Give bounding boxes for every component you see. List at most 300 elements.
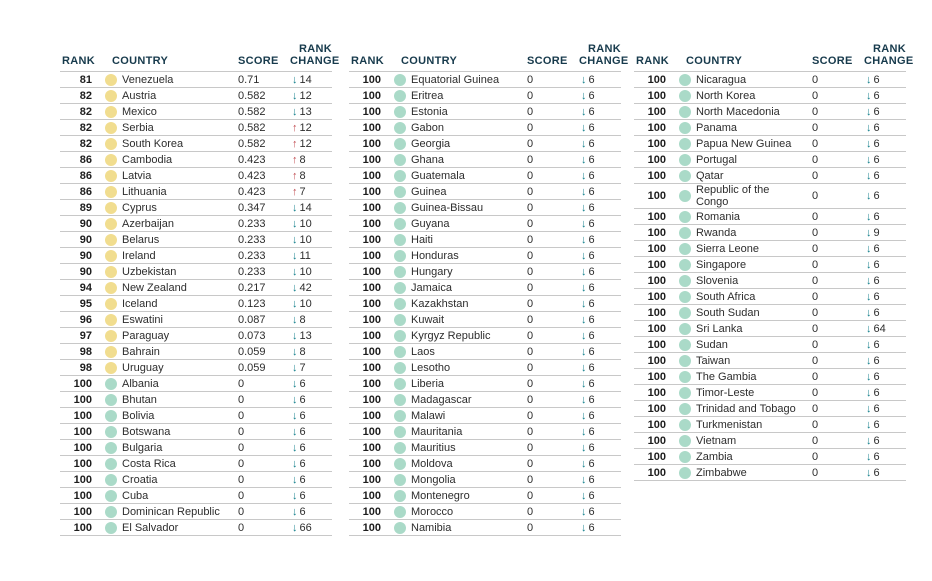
dot-cell [674,435,696,447]
rank-change-value: 6 [873,338,880,351]
rank-change [579,106,621,118]
rank-value: 100 [647,153,666,166]
rank-change [290,394,332,406]
score-value: 0 [527,185,534,198]
table-body [349,72,621,536]
down-arrow-icon: ↓ [866,73,872,86]
teal-score-dot-icon [105,394,117,406]
score-value: 0.233 [238,233,266,246]
rank-change [290,74,332,86]
rank-change [290,442,332,454]
score-value: 0 [812,386,819,399]
rank-change-value: 6 [873,306,880,319]
table-row [349,152,621,168]
teal-score-dot-icon [394,90,406,102]
rank-change-value: 6 [873,242,880,255]
table-row [349,344,621,360]
rank-value: 100 [647,370,666,383]
table-row [349,392,621,408]
rank-change-value: 6 [299,393,306,406]
rank-change [864,387,906,399]
rank-change [864,419,906,431]
rank-value: 100 [362,249,381,262]
country-name: Bhutan [122,393,157,406]
country-name: Madagascar [411,393,472,406]
score-value: 0 [812,153,819,166]
rank-value: 90 [79,265,92,278]
dot-cell [674,371,696,383]
rank-change [579,298,621,310]
score-value: 0 [527,201,534,214]
rank-change-value: 6 [588,473,595,486]
table-row [634,289,906,305]
score-value: 0 [238,505,245,518]
rank-change [864,211,906,223]
rank-change [864,90,906,102]
score-value: 0 [812,190,819,202]
table-header [60,38,340,72]
rank-value: 98 [79,361,92,374]
teal-score-dot-icon [679,403,691,415]
table-row [60,472,332,488]
country-name: Nicaragua [696,73,747,86]
down-arrow-icon: ↓ [581,345,587,358]
dot-cell [389,314,411,326]
table-row [349,184,621,200]
dot-cell [674,170,696,182]
country-name: Croatia [122,473,158,486]
rank-change-value: 6 [299,441,306,454]
country-name: Kyrgyz Republic [411,329,491,342]
teal-score-dot-icon [679,211,691,223]
table-row [349,520,621,536]
country-name: Guatemala [411,169,465,182]
dot-cell [389,122,411,134]
dot-cell [100,522,122,534]
down-arrow-icon: ↓ [581,473,587,486]
table-row [634,225,906,241]
rank-value: 100 [647,418,666,431]
header-rank-change [290,43,340,67]
country-name: The Gambia [696,370,757,383]
teal-score-dot-icon [394,394,406,406]
country-name: El Salvador [122,521,179,534]
country-name: Eritrea [411,89,444,102]
rank-value: 82 [79,89,92,102]
rank-value: 100 [362,201,381,214]
dot-cell [100,394,122,406]
rank-change [864,307,906,319]
rank-change-value: 12 [299,137,312,150]
table-row [60,408,332,424]
teal-score-dot-icon [105,426,117,438]
country-name: Haiti [411,233,434,246]
country-name: Hungary [411,265,453,278]
rank-change-value: 6 [588,233,595,246]
rank-change [290,506,332,518]
rank-change [579,74,621,86]
rank-change [864,339,906,351]
rank-change-value: 7 [299,185,306,198]
rank-value: 100 [362,393,381,406]
score-value: 0 [527,153,534,166]
rank-change-value: 6 [299,489,306,502]
rank-value: 100 [647,450,666,463]
country-name: Republic of the Congo [696,184,770,208]
down-arrow-icon: ↓ [292,345,298,358]
rank-value: 100 [647,137,666,150]
table-row [634,353,906,369]
rank-value: 95 [79,297,92,310]
dot-cell [674,138,696,150]
rank-change-value: 6 [873,137,880,150]
dot-cell [100,202,122,214]
rank-change-value: 10 [299,265,312,278]
teal-score-dot-icon [105,410,117,422]
dot-cell [389,442,411,454]
rank-change [290,90,332,102]
score-value: 0 [527,73,534,86]
down-arrow-icon: ↓ [866,402,872,415]
header-rank: RANK [351,55,384,67]
down-arrow-icon: ↓ [292,489,298,502]
country-name: Sudan [696,338,728,351]
rank-change [290,186,332,198]
rank-change-value: 6 [873,418,880,431]
down-arrow-icon: ↓ [581,121,587,134]
rank-value: 100 [647,322,666,335]
country-name: Namibia [411,521,452,534]
dot-cell [389,138,411,150]
teal-score-dot-icon [679,190,691,202]
score-value: 0.073 [238,329,266,342]
up-arrow-icon: ↑ [292,169,298,182]
country-name: Belarus [122,233,160,246]
country-name: Guinea [411,185,447,198]
rank-change-value: 6 [299,409,306,422]
down-arrow-icon: ↓ [581,297,587,310]
country-name: Latvia [122,169,152,182]
country-name: Zimbabwe [696,466,747,479]
table-row [634,104,906,120]
yellow-score-dot-icon [105,170,117,182]
rank-change-value: 6 [873,258,880,271]
rank-change [864,190,906,202]
table-row [634,449,906,465]
dot-cell [674,243,696,255]
teal-score-dot-icon [394,234,406,246]
rank-change-value: 6 [588,185,595,198]
dot-cell [389,202,411,214]
down-arrow-icon: ↓ [292,361,298,374]
country-name: Romania [696,210,741,223]
country-name: Cyprus [122,201,157,214]
teal-score-dot-icon [394,330,406,342]
score-value: 0 [238,425,245,438]
down-arrow-icon: ↓ [581,425,587,438]
dot-cell [100,122,122,134]
dot-cell [389,90,411,102]
rank-change-value: 6 [299,473,306,486]
rank-change [579,90,621,102]
rank-value: 100 [362,377,381,390]
teal-score-dot-icon [394,458,406,470]
score-value: 0 [527,393,534,406]
table-row [60,248,332,264]
teal-score-dot-icon [105,490,117,502]
dot-cell [389,378,411,390]
yellow-score-dot-icon [105,282,117,294]
table-row [634,321,906,337]
rank-value: 100 [362,361,381,374]
rank-value: 100 [647,466,666,479]
dot-cell [674,387,696,399]
rank-value: 100 [647,105,666,118]
rank-value: 100 [647,169,666,182]
yellow-score-dot-icon [105,74,117,86]
rank-change-value: 6 [588,249,595,262]
teal-score-dot-icon [394,442,406,454]
rank-value: 100 [73,521,92,534]
down-arrow-icon: ↓ [581,89,587,102]
rank-value: 100 [647,290,666,303]
dot-cell [674,339,696,351]
down-arrow-icon: ↓ [866,226,872,239]
score-value: 0 [812,402,819,415]
dot-cell [100,362,122,374]
rank-value: 82 [79,105,92,118]
table-row [60,88,332,104]
rank-change-value: 6 [873,89,880,102]
rank-change [290,314,332,326]
rank-change [864,259,906,271]
rank-value: 100 [647,354,666,367]
down-arrow-icon: ↓ [581,185,587,198]
rank-change [579,266,621,278]
rank-change [579,474,621,486]
table-row [349,408,621,424]
teal-score-dot-icon [105,458,117,470]
rank-change [290,298,332,310]
down-arrow-icon: ↓ [581,409,587,422]
score-value: 0.423 [238,185,266,198]
table-row [349,200,621,216]
rank-value: 100 [362,521,381,534]
rank-change [290,458,332,470]
rank-change [579,410,621,422]
score-value: 0.347 [238,201,266,214]
dot-cell [100,234,122,246]
rank-value: 100 [362,409,381,422]
teal-score-dot-icon [679,339,691,351]
teal-score-dot-icon [679,323,691,335]
score-value: 0 [238,409,245,422]
rank-change [290,378,332,390]
down-arrow-icon: ↓ [581,217,587,230]
rank-change [579,330,621,342]
score-value: 0 [527,361,534,374]
rank-value: 100 [647,226,666,239]
rank-value: 100 [647,73,666,86]
table-row [60,328,332,344]
rank-value: 100 [362,313,381,326]
country-name: Botswana [122,425,171,438]
teal-score-dot-icon [394,218,406,230]
rank-change [290,266,332,278]
teal-score-dot-icon [394,474,406,486]
dot-cell [389,154,411,166]
down-arrow-icon: ↓ [866,450,872,463]
rank-change-value: 6 [873,354,880,367]
score-value: 0 [527,169,534,182]
header-score: SCORE [812,55,853,67]
header-rank-change [864,43,914,67]
down-arrow-icon: ↓ [581,329,587,342]
country-name: Mexico [122,105,157,118]
rank-change-value: 6 [873,121,880,134]
table-row [349,376,621,392]
rank-value: 100 [647,121,666,134]
dot-cell [389,474,411,486]
yellow-score-dot-icon [105,154,117,166]
rank-value: 100 [362,137,381,150]
rank-change-value: 6 [588,457,595,470]
rank-change [579,122,621,134]
down-arrow-icon: ↓ [581,249,587,262]
down-arrow-icon: ↓ [292,297,298,310]
yellow-score-dot-icon [105,266,117,278]
country-name: Morocco [411,505,454,518]
dot-cell [389,426,411,438]
down-arrow-icon: ↓ [292,249,298,262]
table-row [60,168,332,184]
rank-change-value: 6 [588,169,595,182]
rank-change [290,250,332,262]
rank-value: 89 [79,201,92,214]
rank-value: 100 [73,393,92,406]
score-value: 0 [812,338,819,351]
teal-score-dot-icon [105,442,117,454]
rank-change-value: 13 [299,105,312,118]
score-value: 0 [812,434,819,447]
dot-cell [674,122,696,134]
rank-change [579,346,621,358]
country-name: North Macedonia [696,105,780,118]
rank-change [579,458,621,470]
country-name: Lithuania [122,185,167,198]
dot-cell [674,355,696,367]
table-row [60,72,332,88]
rank-change [290,490,332,502]
rank-change-value: 64 [873,322,886,335]
dot-cell [389,394,411,406]
table-row [349,312,621,328]
yellow-score-dot-icon [105,234,117,246]
rank-change [864,467,906,479]
rank-change [579,506,621,518]
header-score: SCORE [238,55,279,67]
country-name: Honduras [411,249,459,262]
rank-value: 90 [79,249,92,262]
score-value: 0 [812,466,819,479]
table-row [634,433,906,449]
table-row [60,200,332,216]
teal-score-dot-icon [679,435,691,447]
teal-score-dot-icon [105,506,117,518]
country-name: Costa Rica [122,457,176,470]
rank-value: 100 [647,434,666,447]
rank-value: 100 [647,274,666,287]
rank-value: 86 [79,185,92,198]
rank-change-value: 6 [299,377,306,390]
rank-value: 81 [79,73,92,86]
score-value: 0 [527,137,534,150]
teal-score-dot-icon [394,74,406,86]
teal-score-dot-icon [679,259,691,271]
teal-score-dot-icon [394,506,406,518]
rank-change [290,202,332,214]
dot-cell [674,211,696,223]
score-value: 0 [527,409,534,422]
score-value: 0 [812,306,819,319]
rank-change [579,202,621,214]
country-name: Austria [122,89,157,102]
dot-cell [674,419,696,431]
dot-cell [100,250,122,262]
rank-change [579,282,621,294]
rank-value: 100 [647,258,666,271]
down-arrow-icon: ↓ [292,217,298,230]
down-arrow-icon: ↓ [866,242,872,255]
teal-score-dot-icon [394,362,406,374]
yellow-score-dot-icon [105,202,117,214]
table-row [634,401,906,417]
rank-change [290,282,332,294]
rank-change-value: 6 [588,329,595,342]
country-name: Malawi [411,409,446,422]
dot-cell [389,282,411,294]
table-row [60,280,332,296]
country-name: Mauritius [411,441,456,454]
score-value: 0.059 [238,361,266,374]
rank-change [579,426,621,438]
score-value: 0 [238,393,245,406]
rank-value: 100 [362,425,381,438]
score-value: 0 [812,370,819,383]
rank-change-value: 8 [299,153,306,166]
dot-cell [389,74,411,86]
table-row [349,248,621,264]
yellow-score-dot-icon [105,106,117,118]
dot-cell [674,291,696,303]
country-name: Cambodia [122,153,173,166]
rank-change [579,490,621,502]
yellow-score-dot-icon [105,218,117,230]
rank-change-value: 6 [873,290,880,303]
rank-change-value: 11 [299,249,311,262]
down-arrow-icon: ↓ [292,473,298,486]
down-arrow-icon: ↓ [581,521,587,534]
down-arrow-icon: ↓ [866,121,872,134]
ranking-table-panel-3 [634,38,914,481]
score-value: 0.423 [238,169,266,182]
dot-cell [674,154,696,166]
down-arrow-icon: ↓ [292,425,298,438]
dot-cell [100,170,122,182]
rank-value: 100 [647,306,666,319]
teal-score-dot-icon [394,522,406,534]
yellow-score-dot-icon [105,314,117,326]
